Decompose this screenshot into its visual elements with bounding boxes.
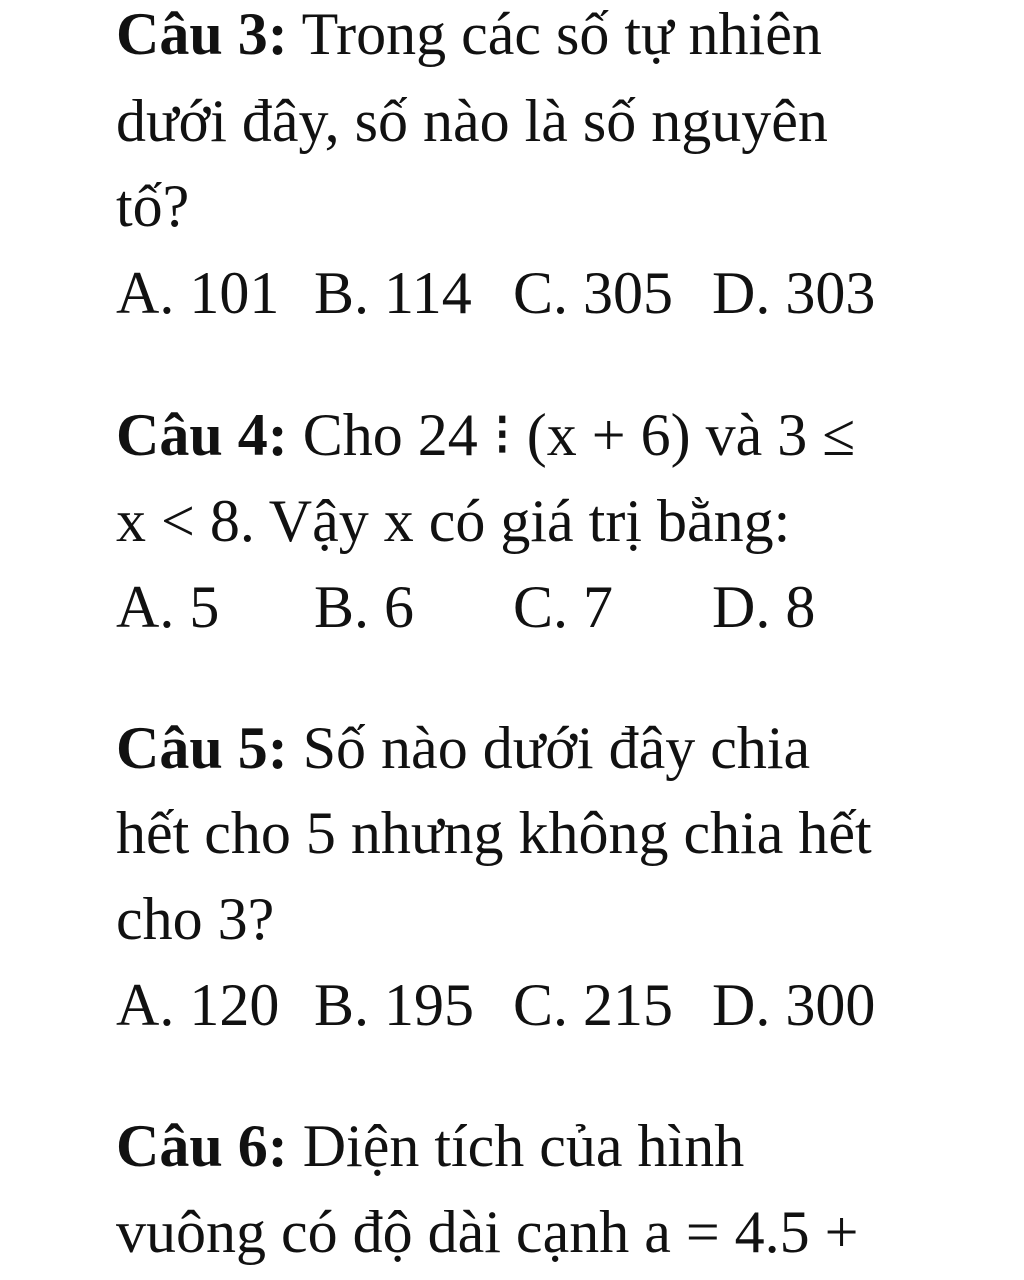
question-4-text-2: x < 8. Vậy x có giá trị bằng: xyxy=(116,488,791,554)
question-3-line-1 xyxy=(116,1,822,67)
question-3-option-d: D. 303 xyxy=(712,260,876,326)
question-4-option-c: C. 7 xyxy=(513,574,614,640)
question-5-option-c: C. 215 xyxy=(513,972,674,1038)
question-3-text-3: tố? xyxy=(116,173,190,239)
question-6-label: Câu 6: xyxy=(116,1113,288,1179)
question-4-option-a: A. 5 xyxy=(116,574,220,640)
question-5-text-3: cho 3? xyxy=(116,886,275,952)
question-4-line-1 xyxy=(116,402,856,468)
question-3-text-1: Trong các số tự nhiên xyxy=(287,1,822,67)
question-4-option-b: B. 6 xyxy=(314,574,415,640)
question-4-label: Câu 4: xyxy=(116,402,288,468)
question-5-option-d: D. 300 xyxy=(712,972,876,1038)
question-3-text-2: dưới đây, số nào là số nguyên xyxy=(116,88,828,154)
question-5-line-1 xyxy=(116,715,811,781)
question-5-text-1: Số nào dưới đây chia xyxy=(287,715,811,781)
question-5-text-2: hết cho 5 nhưng không chia hết xyxy=(116,800,872,866)
question-6-text-2: vuông có độ dài cạnh a = 4.5 + xyxy=(116,1199,859,1265)
question-5-option-a: A. 120 xyxy=(116,972,280,1038)
question-3-option-b: B. 114 xyxy=(314,260,472,326)
question-5-option-b: B. 195 xyxy=(314,972,475,1038)
question-6-line-1 xyxy=(116,1113,745,1179)
question-6-text-1: Diện tích của hình xyxy=(287,1113,745,1179)
question-3-option-c: C. 305 xyxy=(513,260,674,326)
question-4-option-d: D. 8 xyxy=(712,574,816,640)
question-3-option-a: A. 101 xyxy=(116,260,280,326)
question-3-label: Câu 3: xyxy=(116,1,288,67)
question-5-label: Câu 5: xyxy=(116,715,288,781)
question-4-text-1: Cho 24 ⁝ (x + 6) và 3 ≤ xyxy=(287,402,856,468)
